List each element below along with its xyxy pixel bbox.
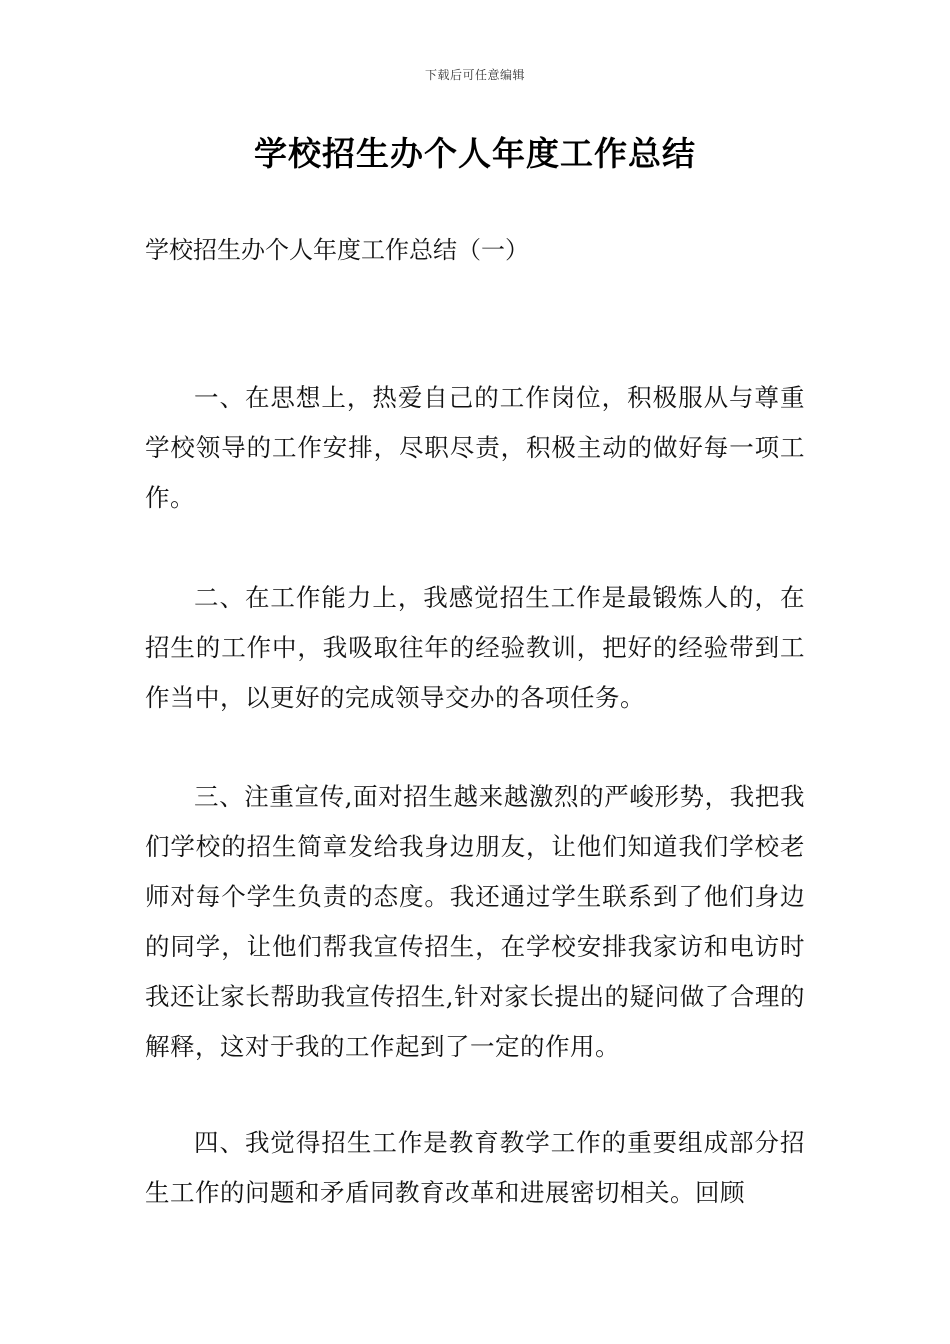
document-subtitle: 学校招生办个人年度工作总结（一） xyxy=(145,236,529,264)
document-title: 学校招生办个人年度工作总结 xyxy=(254,134,696,173)
header-note: 下载后可任意编辑 xyxy=(424,68,525,82)
paragraph-2: 二、在工作能力上，我感觉招生工作是最锻炼人的，在招生的工作中，我吸取往年的经验教训，把好的经验带到工作当中，以更好的完成领导交办的各项任务。 xyxy=(145,583,805,712)
paragraph-1: 一、在思想上，热爱自己的工作岗位，积极服从与尊重学校领导的工作安排，尽职尽责，积极主动的做好每一项工作。 xyxy=(145,383,805,512)
paragraph-4: 四、我觉得招生工作是教育教学工作的重要组成部分招生工作的问题和矛盾同教育改革和进展密切相关。回顾 xyxy=(145,1128,805,1207)
paragraph-3: 三、注重宣传,面对招生越来越激烈的严峻形势，我把我们学校的招生简章发给我身边朋友，让他们知道我们学校老师对每个学生负责的态度。我还通过学生联系到了他们身边的同学，让他们帮我宣传招生，在学校安排我家访和电访时我还让家长帮助我宣传招生,针对家长提出的疑问做了合理的解释，这对于我的工作起到了一定的作用。 xyxy=(145,782,805,1061)
